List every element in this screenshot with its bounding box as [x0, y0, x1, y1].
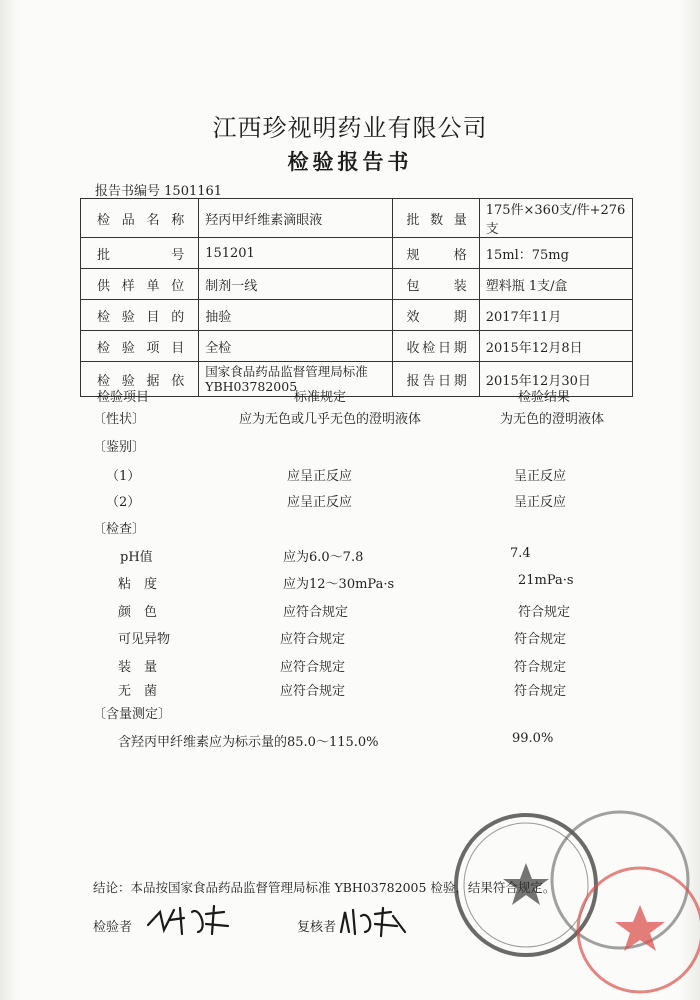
- ident1-item: （1）: [106, 469, 141, 484]
- purpose-value: 抽验: [199, 300, 392, 331]
- report-date-label: 报告日期: [392, 362, 479, 397]
- color-item: 颜 色: [118, 605, 158, 620]
- character-result: 为无色的澄明液体: [500, 412, 605, 427]
- col-header-item: 检验项目: [97, 390, 150, 405]
- foreign-matter-result: 符合规定: [514, 632, 567, 647]
- ident1-result: 呈正反应: [514, 469, 567, 484]
- report-info-table: [80, 198, 633, 397]
- table-row: [81, 238, 633, 269]
- ident1-standard: 应呈正反应: [287, 469, 353, 484]
- reviewer-signature-icon: [335, 902, 415, 942]
- color-standard: 应符合规定: [283, 605, 349, 620]
- expiry-value: 2017年11月: [479, 300, 632, 331]
- product-name-value: 羟丙甲纤维素滴眼液: [199, 199, 392, 238]
- expiry-label: 效期: [392, 300, 479, 331]
- quantity-value: 175件×360支/件+276支: [479, 199, 632, 238]
- fill-item: 装 量: [118, 660, 158, 675]
- purpose-label: 检验目的: [81, 300, 199, 331]
- report-date-value: 2015年12月30日: [479, 362, 632, 397]
- supplier-value: 制剂一线: [199, 269, 392, 300]
- package-value: 塑料瓶 1支/盒: [479, 269, 632, 300]
- report-number-value: 1501161: [164, 184, 223, 199]
- foreign-matter-item: 可见异物: [118, 632, 171, 647]
- character-section: 〔性状〕: [93, 412, 146, 427]
- inspector-label: 检验者: [93, 920, 133, 935]
- ident2-standard: 应呈正反应: [287, 495, 353, 510]
- viscosity-standard: 应为12～30mPa·s: [283, 577, 395, 592]
- received-date-value: 2015年12月8日: [479, 331, 632, 362]
- check-section: 〔检查〕: [93, 522, 146, 537]
- spec-value: 15ml：75mg: [479, 238, 632, 269]
- foreign-matter-standard: 应符合规定: [280, 632, 346, 647]
- ph-standard: 应为6.0～7.8: [283, 550, 364, 565]
- sterile-item: 无 菌: [118, 684, 158, 699]
- col-header-standard: 标准规定: [294, 390, 347, 405]
- assay-section: 〔含量测定〕: [93, 707, 172, 722]
- table-row: [81, 199, 633, 238]
- report-title: 检验报告书: [287, 149, 413, 174]
- received-date-label: 收检日期: [392, 331, 479, 362]
- viscosity-result: 21mPa·s: [518, 573, 574, 588]
- basis-value-line2: YBH03782005: [205, 379, 298, 394]
- inspector-signature-icon: [140, 900, 240, 940]
- ident2-result: 呈正反应: [514, 495, 567, 510]
- fill-result: 符合规定: [514, 660, 567, 675]
- color-result: 符合规定: [518, 605, 571, 620]
- assay-standard: 含羟丙甲纤维素应为标示量的85.0～115.0%: [118, 735, 379, 750]
- assay-result: 99.0%: [512, 731, 554, 746]
- ph-result: 7.4: [510, 546, 531, 561]
- quantity-label: 批数量: [392, 199, 479, 238]
- items-label: 检验项目: [81, 331, 199, 362]
- supplier-label: 供样单位: [81, 269, 199, 300]
- fill-standard: 应符合规定: [280, 660, 346, 675]
- company-name: 江西珍视明药业有限公司: [212, 114, 488, 142]
- viscosity-item: 粘 度: [118, 577, 158, 592]
- basis-value-line1: 国家食品药品监督管理局标准: [205, 364, 368, 379]
- identification-section: 〔鉴别〕: [93, 440, 146, 455]
- sterile-result: 符合规定: [514, 684, 567, 699]
- ident2-item: （2）: [106, 495, 141, 510]
- basis-label: 检验据依: [81, 362, 199, 397]
- sterile-standard: 应符合规定: [280, 684, 346, 699]
- table-row: [81, 331, 633, 362]
- product-name-label: 检品名称: [81, 199, 199, 238]
- package-label: 包装: [392, 269, 479, 300]
- batch-value: 151201: [199, 238, 392, 269]
- report-number-label: 报告书编号: [95, 184, 161, 199]
- report-number: [95, 180, 222, 199]
- character-standard: 应为无色或几乎无色的澄明液体: [239, 412, 422, 427]
- batch-label: 批号: [81, 238, 199, 269]
- col-header-result: 检验结果: [518, 390, 571, 405]
- table-row: [81, 300, 633, 331]
- ph-item: pH值: [120, 550, 153, 565]
- items-value: 全检: [199, 331, 392, 362]
- table-row: [81, 269, 633, 300]
- spec-label: 规格: [392, 238, 479, 269]
- conclusion-text: 结论：本品按国家食品药品监督管理局标准 YBH03782005 检验，结果符合规定。: [93, 880, 556, 895]
- reviewer-label: 复核者: [297, 920, 337, 935]
- red-seal-icon: [560, 850, 700, 1000]
